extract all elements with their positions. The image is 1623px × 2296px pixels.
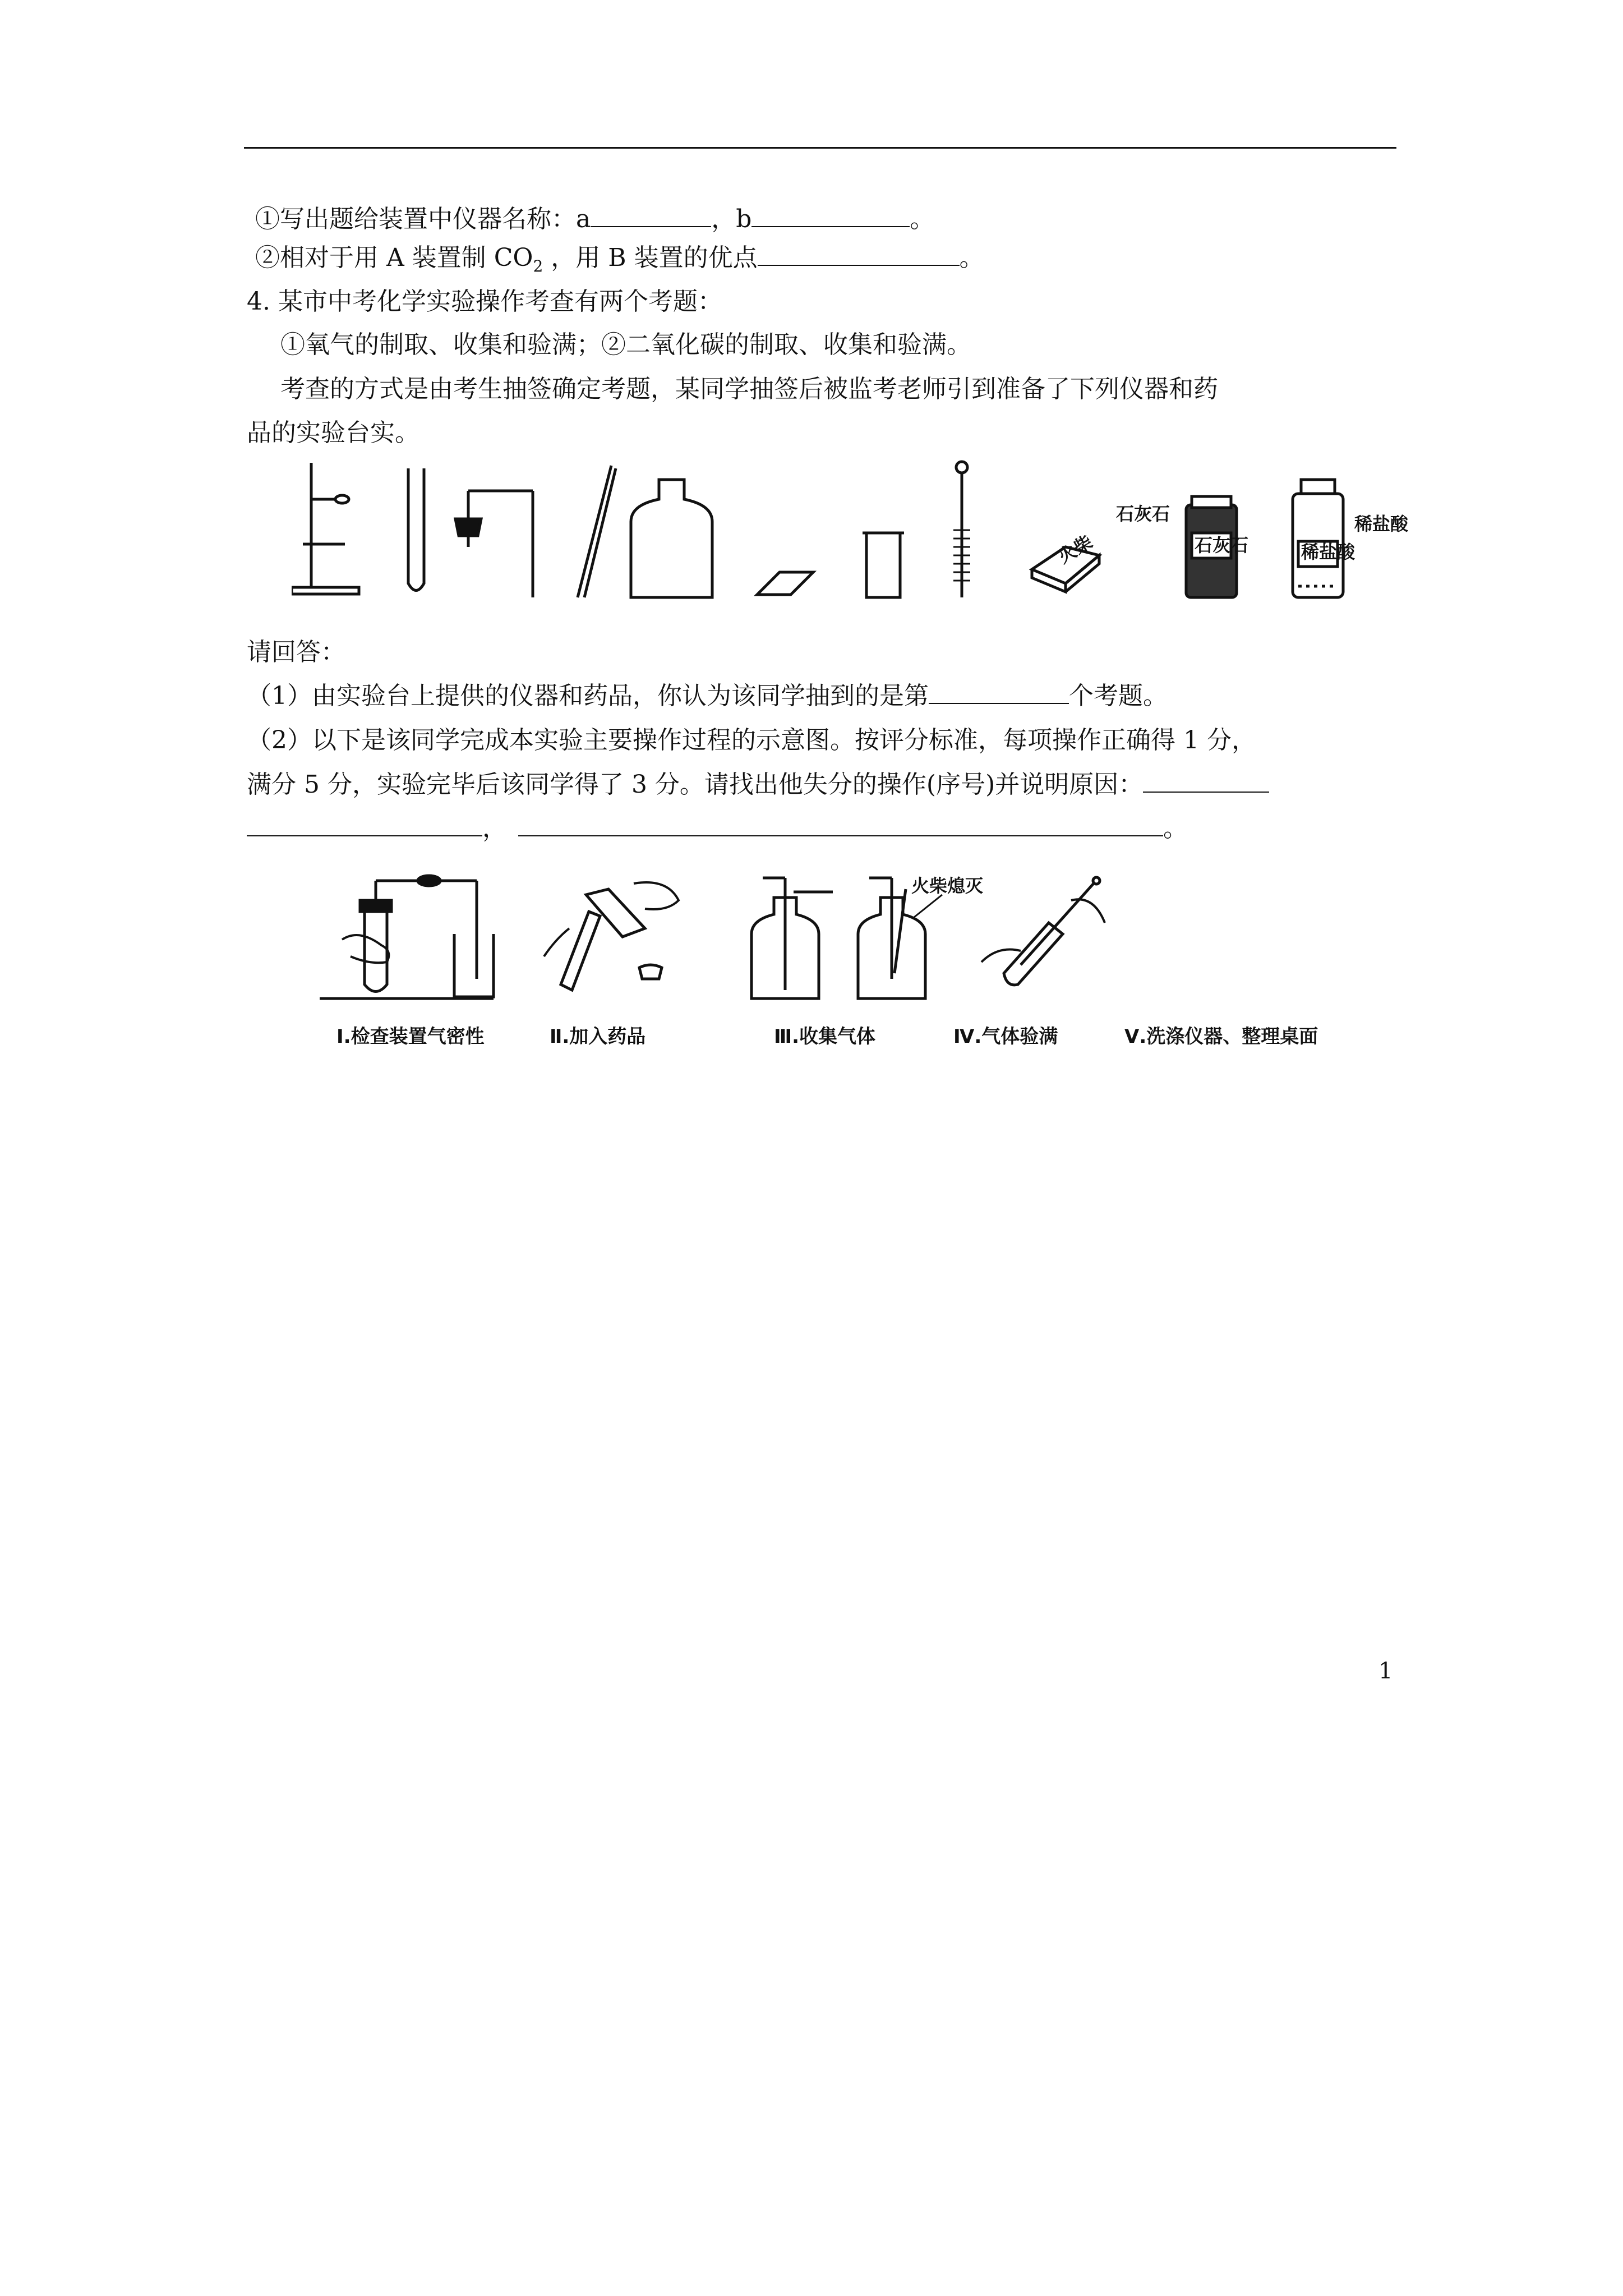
operation-steps-figure bbox=[320, 867, 1357, 1013]
q4-part1-text: （1）由实验台上提供的仪器和药品，你认为该同学抽到的是第 bbox=[247, 682, 929, 710]
header-rule bbox=[244, 147, 1396, 149]
step-caption-5: Ⅴ.洗涤仪器、整理桌面 bbox=[1124, 1025, 1318, 1048]
step-caption-2: Ⅱ.加入药品 bbox=[550, 1025, 646, 1048]
q4-part1-end: 个考题。 bbox=[1069, 682, 1168, 710]
q3-line1 bbox=[255, 204, 934, 235]
q4-part2-line2 bbox=[247, 769, 1269, 800]
test-tube-icon bbox=[408, 468, 424, 591]
tweezers-icon bbox=[578, 466, 616, 597]
q3-line2-text: ②相对于用 A 装置制 CO bbox=[255, 243, 533, 272]
answer-blank-reason-2[interactable] bbox=[518, 813, 1163, 836]
q3-line2-end: 。 bbox=[959, 243, 984, 272]
step-caption-1: Ⅰ.检查装置气密性 bbox=[336, 1025, 485, 1048]
acid-bottle-icon bbox=[1293, 480, 1343, 597]
match-out-label: 火柴熄灭 bbox=[911, 875, 984, 896]
q4-intro-line2: 品的实验台实。 bbox=[247, 418, 419, 447]
step-caption-3: Ⅲ.收集气体 bbox=[774, 1025, 876, 1048]
q4-part2-line1: （2）以下是该同学完成本实验主要操作过程的示意图。按评分标准，每项操作正确得 1 分， bbox=[247, 726, 1256, 754]
answer-blank-b[interactable] bbox=[751, 204, 910, 227]
acid-label: 稀盐酸 bbox=[1354, 513, 1409, 535]
acid-bottle-label: 稀盐酸 bbox=[1301, 541, 1355, 563]
limestone-label: 石灰石 bbox=[1116, 503, 1170, 524]
answer-blank-reason-1a[interactable] bbox=[1143, 769, 1269, 793]
iron-stand-icon bbox=[292, 463, 359, 594]
page-number: 1 bbox=[1378, 1658, 1393, 1684]
glass-plate-icon bbox=[757, 572, 813, 595]
q4-part2-line2-text: 满分 5 分，实验完毕后该同学得了 3 分。请找出他失分的操作(序号)并说明原因： bbox=[247, 770, 1144, 799]
q4-part2-end: 。 bbox=[1163, 814, 1188, 843]
q4-topics: ①氧气的制取、收集和验满；②二氧化碳的制取、收集和验满。 bbox=[280, 330, 971, 359]
q4-part2-line3 bbox=[247, 813, 1188, 844]
step2-add-reagent-icon bbox=[544, 882, 679, 990]
answer-blank-advantage[interactable] bbox=[758, 242, 960, 266]
beaker-icon bbox=[863, 533, 904, 597]
stopper-delivery-tube-icon bbox=[455, 491, 533, 597]
step-caption-4: Ⅳ.气体验满 bbox=[953, 1025, 1058, 1048]
q3-line2 bbox=[255, 242, 984, 282]
matchbox-label: 火柴 bbox=[1054, 531, 1096, 568]
answer-blank-topic[interactable] bbox=[929, 680, 1069, 704]
step5-wash-icon bbox=[981, 877, 1105, 985]
answer-blank-a[interactable] bbox=[591, 204, 711, 227]
q4-part1 bbox=[247, 680, 1168, 712]
q3-line2-mid: ，用 B 装置的优点 bbox=[543, 243, 758, 272]
q3-line1-end: 。 bbox=[910, 205, 935, 233]
step1-airtight-check-icon bbox=[320, 876, 494, 999]
answer-prompt: 请回答： bbox=[247, 638, 345, 666]
brush-icon bbox=[953, 462, 970, 597]
q4-intro-line1: 考查的方式是由考生抽签确定考题，某同学抽签后被监考老师引到准备了下列仪器和药 bbox=[280, 375, 1218, 403]
apparatus-figure bbox=[292, 457, 1413, 614]
limestone-jar-label: 石灰石 bbox=[1195, 535, 1249, 556]
step3-collect-gas-icon bbox=[751, 878, 833, 999]
q4-heading: 4. 某市中考化学实验操作考查有两个考题： bbox=[247, 287, 722, 316]
q3-line2-sub: 2 bbox=[533, 256, 543, 275]
gas-bottle-icon bbox=[631, 480, 712, 597]
q3-line1-mid: ，b bbox=[711, 205, 752, 233]
answer-blank-reason-1b[interactable] bbox=[247, 813, 482, 836]
q3-line1-text: ①写出题给装置中仪器名称：a bbox=[255, 205, 591, 233]
q4-part2-sep: ， bbox=[482, 814, 507, 843]
